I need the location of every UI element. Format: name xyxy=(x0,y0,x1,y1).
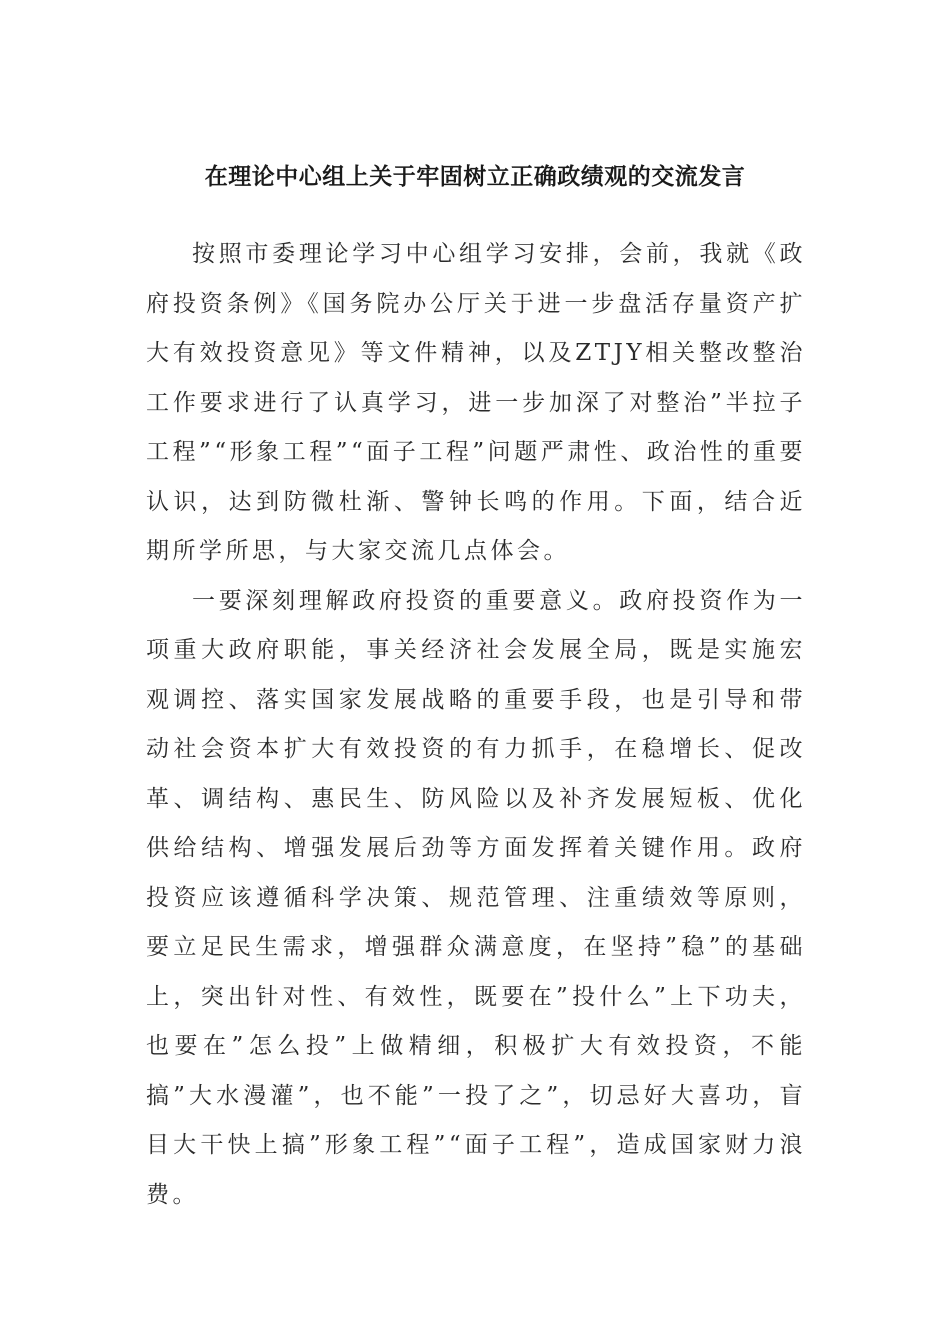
document-body xyxy=(146,230,806,1220)
page-title: 在理论中心组上关于牢固树立正确政绩观的交流发言 xyxy=(204,163,746,190)
paragraph-point-one: 一要深刻理解政府投资的重要意义。政府投资作为一项重大政府职能，事关经济社会发展全局，既是实施宏观调控、落实国家发展战略的重要手段，也是引导和带动社会资本扩大有效投资的有力抓手，在稳增长、促改革、调结构、惠民生、防风险以及补齐发展短板、优化供给结构、增强发展后劲等方面发挥着关键作用。政府投资应该遵循科学决策、规范管理、注重绩效等原则，要立足民生需求，增强群众满意度，在坚持”稳”的基础上，突出针对性、有效性，既要在”投什么”上下功夫，也要在”怎么投”上做精细，积极扩大有效投资，不能搞”大水漫灌”，也不能”一投了之”，切忌好大喜功，盲目大干快上搞”形象工程”“面子工程”，造成国家财力浪费。 xyxy=(146,587,806,1208)
paragraph-intro: 按照市委理论学习中心组学习安排，会前，我就《政府投资条例》《国务院办公厅关于进一步盘活存量资产扩大有效投资意见》等文件精神，以及ZTJY相关整改整治工作要求进行了认真学习，进一步加深了对整治”半拉子工程”“形象工程”“面子工程”问题严肃性、政治性的重要认识，达到防微杜渐、警钟长鸣的作用。下面，结合近期所学所思，与大家交流几点体会。 xyxy=(146,241,806,564)
